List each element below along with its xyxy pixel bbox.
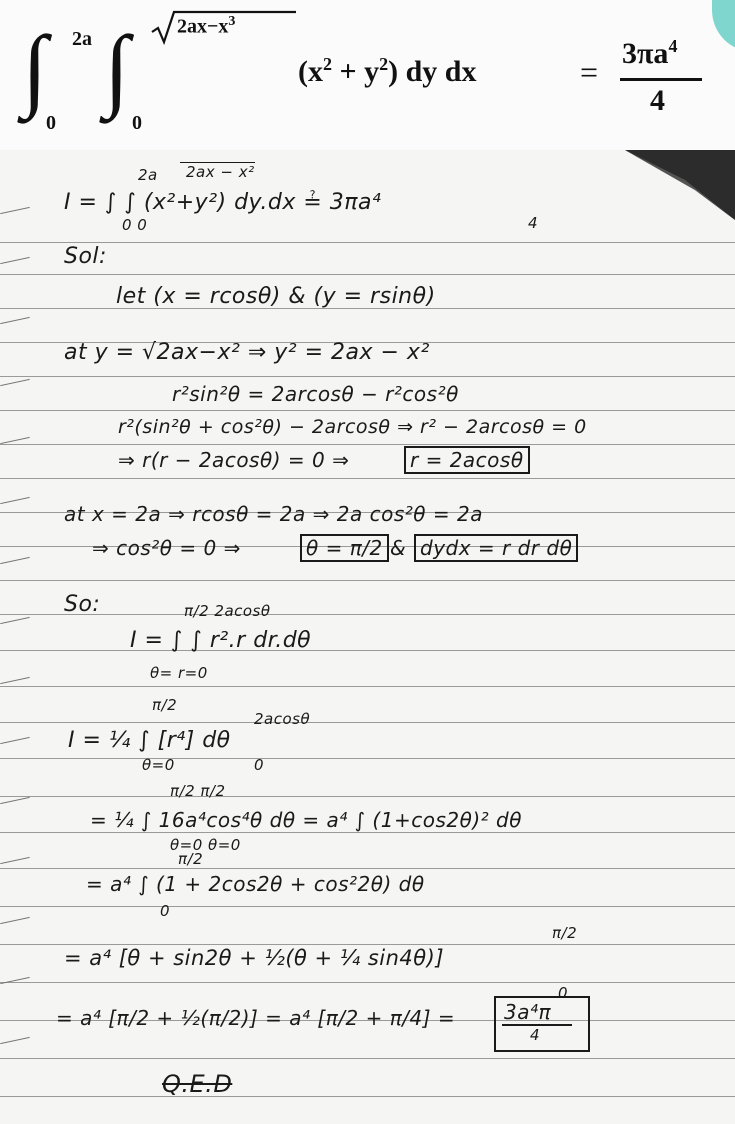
fraction-bar xyxy=(620,78,702,81)
eval-upper-limit: π/2 xyxy=(552,924,578,942)
margin-mark xyxy=(0,497,30,504)
ruled-line xyxy=(0,274,735,275)
ruled-line xyxy=(0,982,735,983)
boxed-r-result: r = 2acosθ xyxy=(404,446,530,474)
ruled-line xyxy=(0,868,735,869)
step-polar-substitute: r²sin²θ = 2arcosθ − r²cos²θ xyxy=(172,382,459,406)
ruled-line xyxy=(0,722,735,723)
evaluation-line: = a⁴ [θ + sin2θ + ½(θ + ¼ sin4θ)] xyxy=(64,946,445,970)
ruled-line xyxy=(0,758,735,759)
ruled-line xyxy=(0,614,735,615)
printed-formula-header xyxy=(0,0,735,150)
step-factor: r²(sin²θ + cos²θ) − 2arcosθ ⇒ r² − 2arcosθ = 0 xyxy=(118,416,587,438)
ampersand: & xyxy=(390,536,407,560)
integral1-lower-limits: θ= r=0 xyxy=(150,664,208,682)
outer-upper-limit: 2a xyxy=(72,28,92,50)
margin-mark xyxy=(0,1037,30,1044)
margin-mark xyxy=(0,379,30,386)
step-r-solve: ⇒ r(r − 2acosθ) = 0 ⇒ xyxy=(118,448,350,472)
rhs-denominator: 4 xyxy=(650,84,665,117)
ruled-line xyxy=(0,1058,735,1059)
step-at-y: at y = √2ax−x² ⇒ y² = 2ax − x² xyxy=(64,340,430,365)
ruled-line xyxy=(0,1096,735,1097)
boxed-final-answer xyxy=(494,996,590,1052)
margin-mark xyxy=(0,257,30,264)
margin-mark xyxy=(0,977,30,984)
statement-upper-limit: 2a xyxy=(138,166,158,184)
integral4-upper-limit: π/2 xyxy=(178,850,204,868)
margin-mark xyxy=(0,797,30,804)
integral2-line: I = ¼ ∫ [r⁴] dθ xyxy=(68,728,231,753)
statement-lower-limits: 0 0 xyxy=(122,216,148,234)
outer-lower-limit: 0 xyxy=(46,112,56,134)
integral1-line: I = ∫ ∫ r².r dr.dθ xyxy=(130,628,312,653)
qed-mark: Q.E.D xyxy=(162,1070,233,1098)
notebook-page xyxy=(0,150,735,1124)
integral2-bracket-lower: 0 xyxy=(254,756,265,774)
margin-mark xyxy=(0,317,30,324)
statement-sqrt-limit: 2ax − x² xyxy=(180,162,255,181)
step-at-x: at x = 2a ⇒ rcosθ = 2a ⇒ 2a cos²θ = 2a xyxy=(64,502,483,526)
ruled-line xyxy=(0,444,735,445)
ruled-line xyxy=(0,376,735,377)
page-corner-shadow xyxy=(625,150,735,220)
integrand: $(x^2 + y^2)$ dy dx xyxy=(298,54,477,88)
ruled-line xyxy=(0,478,735,479)
ruled-line xyxy=(0,650,735,651)
ruled-line xyxy=(0,580,735,581)
margin-mark xyxy=(0,207,30,214)
integral2-upper-limit: π/2 xyxy=(152,696,178,714)
integral4-line: = a⁴ ∫ (1 + 2cos2θ + cos²2θ) dθ xyxy=(86,872,425,896)
inner-upper-limit: $2ax-x^3$ xyxy=(177,14,236,38)
ruled-line xyxy=(0,686,735,687)
final-answer-numerator: 3a⁴π xyxy=(504,1000,552,1024)
ruled-line xyxy=(0,410,735,411)
boxed-theta-result: θ = π/2 xyxy=(300,534,389,562)
substitution-line: let (x = rcosθ) & (y = rsinθ) xyxy=(116,284,436,309)
eval-lower-limit: 0 xyxy=(558,984,569,1002)
final-line: = a⁴ [π/2 + ½(π/2)] = a⁴ [π/2 + π/4] = xyxy=(56,1006,456,1030)
margin-mark xyxy=(0,737,30,744)
ruled-line xyxy=(0,944,735,945)
ruled-line xyxy=(0,242,735,243)
statement-line: I = ∫ ∫ (x²+y²) dy.dx ≟ 3πa⁴ xyxy=(64,190,382,215)
solution-label: Sol: xyxy=(64,244,107,269)
integral4-lower-limit: 0 xyxy=(160,902,171,920)
boxed-jacobian: dydx = r dr dθ xyxy=(414,534,578,562)
rhs-numerator: $3\pi a^4$ xyxy=(622,36,678,70)
integral1-upper-limits: π/2 2acosθ xyxy=(184,602,271,620)
inner-integral-sign: ∫ xyxy=(104,17,130,119)
ruled-line xyxy=(0,796,735,797)
ruled-line xyxy=(0,906,735,907)
integral3-upper-limits: π/2 π/2 xyxy=(170,782,226,800)
integral2-bracket-upper: 2acosθ xyxy=(254,710,311,728)
margin-mark xyxy=(0,617,30,624)
statement-denominator: 4 xyxy=(528,214,539,232)
step-cos-zero: ⇒ cos²θ = 0 ⇒ xyxy=(92,536,241,560)
ruled-line xyxy=(0,832,735,833)
integral2-lower-limit: θ=0 xyxy=(142,756,175,774)
inner-lower-limit: 0 xyxy=(132,112,142,134)
margin-mark xyxy=(0,917,30,924)
integral3-line: = ¼ ∫ 16a⁴cos⁴θ dθ = a⁴ ∫ (1+cos2θ)² dθ xyxy=(90,808,522,832)
outer-integral-sign: ∫ xyxy=(22,17,48,119)
so-label: So: xyxy=(64,592,101,617)
margin-mark xyxy=(0,857,30,864)
margin-mark xyxy=(0,557,30,564)
margin-mark xyxy=(0,677,30,684)
integral3-lower-limits: θ=0 θ=0 xyxy=(170,836,241,854)
equals-sign: = xyxy=(580,54,599,90)
final-answer-denominator: 4 xyxy=(530,1026,541,1044)
